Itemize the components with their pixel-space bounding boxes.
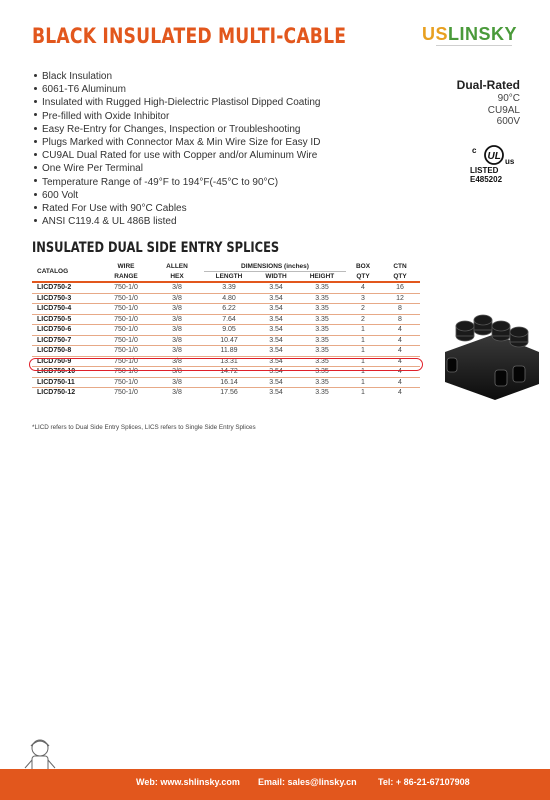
- ul-listed-label: LISTED: [470, 166, 499, 175]
- ul-file-number: E485202: [470, 175, 503, 184]
- footer-email[interactable]: Email: sales@linsky.cn: [258, 777, 357, 787]
- feature-item: [32, 123, 320, 136]
- table-cell: 750-1/0: [102, 282, 150, 293]
- feature-item: [32, 70, 320, 83]
- rating-line: 90°C: [497, 93, 520, 104]
- table-cell: 3/8: [150, 356, 204, 367]
- col-box-qty: BOX: [355, 263, 371, 271]
- table-cell: 16: [380, 282, 420, 293]
- table-cell: 3.35: [298, 314, 346, 325]
- table-cell: 4: [380, 356, 420, 367]
- bullet-icon: [34, 166, 37, 169]
- col-catalog: CATALOG: [37, 268, 69, 275]
- table-cell: 3.35: [298, 304, 346, 315]
- feature-text: Easy Re-Entry for Changes, Inspection or Troubleshooting: [42, 123, 301, 135]
- logo-us: US: [422, 24, 449, 44]
- table-cell: 750-1/0: [102, 388, 150, 399]
- table-cell: 4: [380, 346, 420, 357]
- table-row: [32, 377, 420, 388]
- feature-text: Black Insulation: [42, 71, 113, 82]
- table-cell: 8: [380, 314, 420, 325]
- table-cell: LICD750-11: [32, 377, 102, 388]
- col-length: LENGTH: [204, 272, 254, 283]
- table-cell: 10.47: [204, 335, 254, 346]
- table-cell: 11.89: [204, 346, 254, 357]
- table-cell: 3/8: [150, 282, 204, 293]
- feature-text: Temperature Range of -49°F to 194°F(-45°C to 90°C): [42, 176, 279, 188]
- table-cell: LICD750-4: [32, 304, 102, 315]
- feature-text: ANSI C119.4 & UL 486B listed: [42, 216, 177, 228]
- footer-tel: Tel: + 86-21-67107908: [378, 777, 470, 787]
- product-image: [435, 312, 547, 402]
- table-cell: 1: [346, 388, 380, 399]
- feature-list: [32, 70, 320, 228]
- col-wire-range: WIRE: [117, 263, 135, 271]
- table-cell: 3.35: [298, 325, 346, 336]
- table-cell: 4: [380, 377, 420, 388]
- table-cell: 750-1/0: [102, 377, 150, 388]
- feature-item: [32, 202, 320, 215]
- table-row: [32, 293, 420, 304]
- table-cell: 1: [346, 346, 380, 357]
- table-cell: 3.54: [254, 314, 298, 325]
- table-cell: 750-1/0: [102, 346, 150, 357]
- table-cell: 3.54: [254, 335, 298, 346]
- feature-text: Rated For Use with 90°C Cables: [42, 203, 187, 215]
- table-cell: 3/8: [150, 304, 204, 315]
- table-cell: LICD750-10: [32, 367, 102, 378]
- table-cell: 2: [346, 304, 380, 315]
- table-cell: 4: [380, 325, 420, 336]
- svg-text:us: us: [505, 157, 515, 166]
- table-cell: 1: [346, 356, 380, 367]
- table-cell: 1: [346, 367, 380, 378]
- spec-table: [32, 260, 420, 398]
- table-cell: 1: [346, 377, 380, 388]
- rating-line: 600V: [496, 116, 520, 127]
- table-cell: 3/8: [150, 346, 204, 357]
- table-row: [32, 388, 420, 399]
- table-cell: 3.54: [254, 367, 298, 378]
- bullet-icon: [34, 87, 37, 90]
- bullet-icon: [34, 140, 37, 143]
- table-cell: 3/8: [150, 325, 204, 336]
- table-cell: 4.80: [204, 293, 254, 304]
- page-title: BLACK INSULATED MULTI-CABLE: [32, 24, 347, 48]
- table-cell: 8: [380, 304, 420, 315]
- table-cell: LICD750-9: [32, 356, 102, 367]
- col-allen-hex: ALLEN: [166, 263, 188, 271]
- table-cell: 13.31: [204, 356, 254, 367]
- bullet-icon: [34, 100, 37, 103]
- table-cell: 3.39: [204, 282, 254, 293]
- table-cell: 750-1/0: [102, 293, 150, 304]
- feature-item: [32, 136, 320, 149]
- table-cell: 17.56: [204, 388, 254, 399]
- section-title: INSULATED DUAL SIDE ENTRY SPLICES: [32, 240, 280, 256]
- footer-web[interactable]: Web: www.shlinsky.com: [136, 777, 240, 787]
- table-cell: 1: [346, 325, 380, 336]
- table-cell: 3.54: [254, 282, 298, 293]
- feature-item: [32, 110, 320, 123]
- feature-item: [32, 215, 320, 228]
- table-cell: 2: [346, 314, 380, 325]
- table-cell: 3.54: [254, 293, 298, 304]
- feature-item: [32, 149, 320, 162]
- table-cell: 3/8: [150, 367, 204, 378]
- rating-block: [457, 78, 520, 128]
- table-cell: 14.72: [204, 367, 254, 378]
- table-cell: 7.64: [204, 314, 254, 325]
- table-cell: 4: [346, 282, 380, 293]
- feature-item: [32, 189, 320, 202]
- table-cell: 3.35: [298, 367, 346, 378]
- feature-text: CU9AL Dual Rated for use with Copper and/or Aluminum Wire: [42, 150, 318, 162]
- table-cell: LICD750-2: [32, 282, 102, 293]
- table-cell: 750-1/0: [102, 325, 150, 336]
- table-cell: LICD750-6: [32, 325, 102, 336]
- svg-text:UL: UL: [487, 151, 501, 162]
- table-cell: 16.14: [204, 377, 254, 388]
- table-cell: 750-1/0: [102, 304, 150, 315]
- table-cell: 3/8: [150, 335, 204, 346]
- col-wire-range-2: RANGE: [114, 272, 138, 280]
- table-row: [32, 304, 420, 315]
- rating-heading: Dual-Rated: [456, 78, 520, 92]
- table-cell: LICD750-8: [32, 346, 102, 357]
- table-cell: 3.54: [254, 346, 298, 357]
- svg-text:c: c: [472, 146, 477, 155]
- table-cell: 750-1/0: [102, 314, 150, 325]
- table-cell: 3.35: [298, 388, 346, 399]
- table-cell: 1: [346, 335, 380, 346]
- table-row: [32, 335, 420, 346]
- table-cell: 3/8: [150, 293, 204, 304]
- logo-divider: [436, 45, 512, 46]
- table-cell: LICD750-5: [32, 314, 102, 325]
- table-cell: 3.54: [254, 325, 298, 336]
- bullet-icon: [34, 127, 37, 130]
- table-cell: 3/8: [150, 314, 204, 325]
- feature-text: 6061-T6 Aluminum: [42, 84, 126, 96]
- col-ctn-qty-2: QTY: [393, 272, 407, 280]
- spec-table-wrap: [32, 260, 420, 398]
- col-allen-hex-2: HEX: [170, 272, 184, 280]
- brand-logo: [422, 24, 517, 45]
- table-cell: 4: [380, 367, 420, 378]
- bullet-icon: [34, 193, 37, 196]
- feature-item: [32, 83, 320, 96]
- bullet-icon: [34, 179, 37, 182]
- feature-item: [32, 96, 320, 109]
- table-cell: 750-1/0: [102, 356, 150, 367]
- col-dimensions: DIMENSIONS (inches): [241, 263, 309, 270]
- table-cell: 3.35: [298, 356, 346, 367]
- table-row: [32, 325, 420, 336]
- table-cell: 3/8: [150, 388, 204, 399]
- table-cell: 3.35: [298, 335, 346, 346]
- table-cell: 12: [380, 293, 420, 304]
- feature-text: One Wire Per Terminal: [42, 163, 143, 175]
- table-cell: 3: [346, 293, 380, 304]
- table-cell: LICD750-7: [32, 335, 102, 346]
- table-row: [32, 367, 420, 378]
- table-cell: LICD750-3: [32, 293, 102, 304]
- feature-text: Insulated with Rugged High-Dielectric Plastisol Dipped Coating: [42, 97, 321, 109]
- table-cell: 3.54: [254, 304, 298, 315]
- table-cell: 3.35: [298, 346, 346, 357]
- bullet-icon: [34, 153, 37, 156]
- table-cell: 3.54: [254, 377, 298, 388]
- col-box-qty-2: QTY: [356, 272, 370, 280]
- table-cell: 750-1/0: [102, 367, 150, 378]
- col-width: WIDTH: [254, 272, 298, 283]
- table-cell: 3/8: [150, 377, 204, 388]
- table-cell: 3.35: [298, 293, 346, 304]
- table-row: [32, 282, 420, 293]
- feature-text: Plugs Marked with Connector Max & Min Wire Size for Easy ID: [42, 137, 321, 149]
- bullet-icon: [34, 113, 37, 116]
- table-row: [32, 356, 420, 367]
- feature-text: Pre-filled with Oxide Inhibitor: [42, 110, 170, 122]
- table-cell: 6.22: [204, 304, 254, 315]
- feature-text: 600 Volt: [42, 189, 79, 201]
- feature-item: [32, 162, 320, 175]
- table-cell: 750-1/0: [102, 335, 150, 346]
- table-cell: 4: [380, 335, 420, 346]
- table-cell: 9.05: [204, 325, 254, 336]
- bullet-icon: [34, 219, 37, 222]
- col-height: HEIGHT: [298, 272, 346, 283]
- rating-line: CU9AL: [487, 104, 520, 116]
- footnote: *LICD refers to Dual Side Entry Splices, LICS refers to Single Side Entry Splices: [32, 424, 256, 431]
- logo-linsky: LINSKY: [448, 24, 518, 44]
- table-cell: 3.54: [254, 388, 298, 399]
- table-body: [32, 282, 420, 398]
- bullet-icon: [34, 74, 37, 77]
- feature-item: [32, 176, 320, 189]
- table-cell: 3.35: [298, 377, 346, 388]
- table-cell: 3.54: [254, 356, 298, 367]
- table-cell: LICD750-12: [32, 388, 102, 399]
- bullet-icon: [34, 206, 37, 209]
- table-row: [32, 314, 420, 325]
- col-ctn-qty: CTN: [393, 263, 407, 271]
- table-cell: 3.35: [298, 282, 346, 293]
- table-cell: 4: [380, 388, 420, 399]
- table-row: [32, 346, 420, 357]
